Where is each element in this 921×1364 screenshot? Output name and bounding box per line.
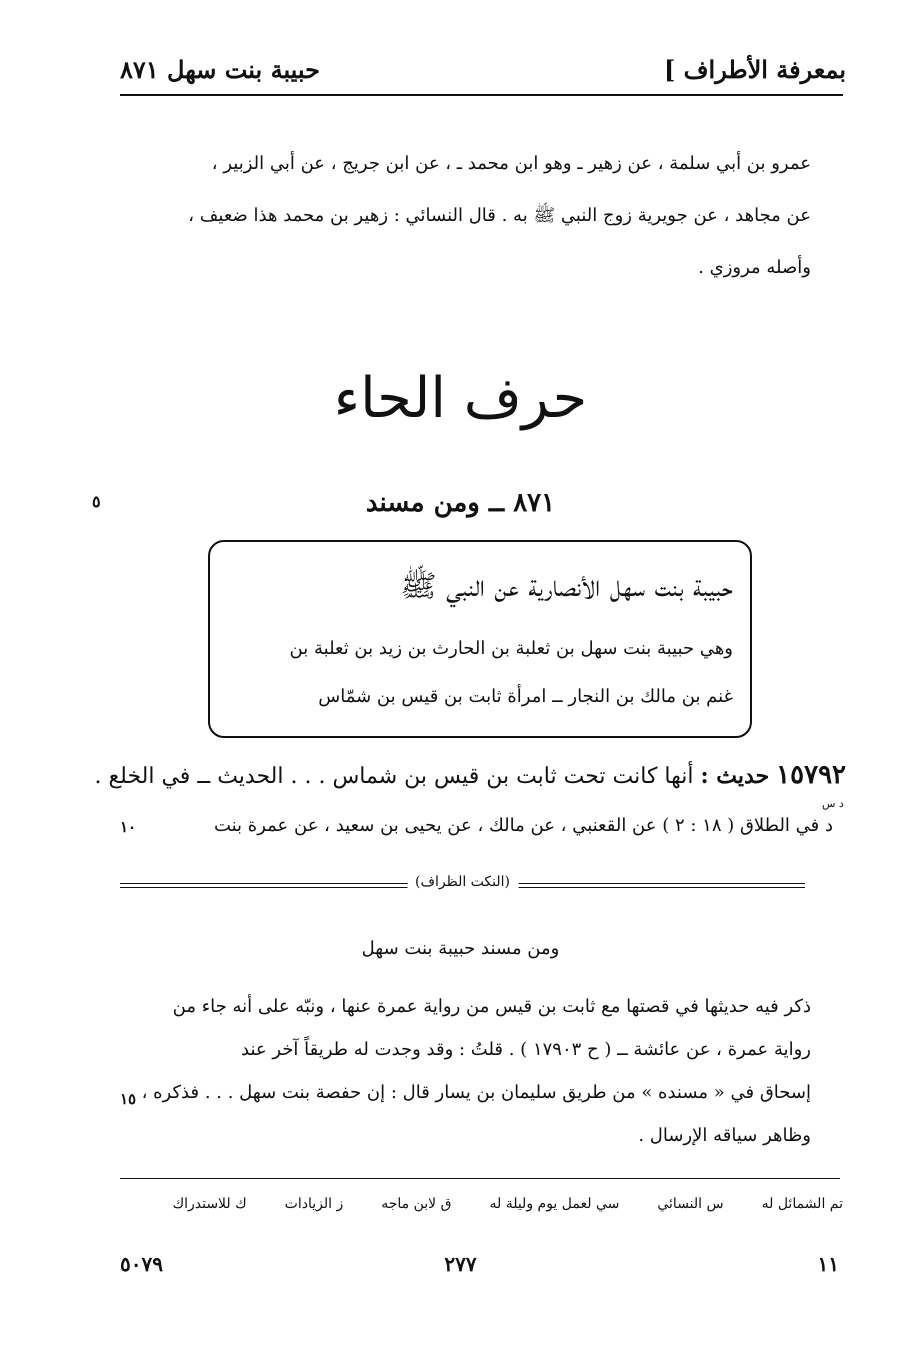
companion-lineage-line: غنم بن مالك بن النجار ــ امرأة ثابت بن قيس بن شمّاس <box>318 686 733 707</box>
legend-item: ق لابن ماجه <box>381 1196 452 1212</box>
intro-line: عن مجاهد ، عن جويرية زوج النبي ﷺ به . قال النسائي : زهير بن محمد هذا ضعيف ، <box>188 205 811 226</box>
nukat-line: إسحاق في « مسنده » من طريق سليمان بن يسار قال : إن حفصة بنت سهل . . . فذكره ، <box>141 1082 811 1103</box>
hadith-label: حديث : <box>700 763 770 789</box>
margin-line-number: ١٠ <box>120 818 137 836</box>
record-code: ٥٠٧٩ <box>120 1252 163 1276</box>
legend-item: ك للاستدراك <box>172 1196 247 1212</box>
legend-item: س النسائي <box>657 1196 724 1212</box>
intro-line: وأصله مروزي . <box>698 257 811 278</box>
nukat-subheading: ومن مسند حبيبة بنت سهل <box>361 938 560 959</box>
header-rule <box>120 94 843 96</box>
nukat-label: (النكت الظراف) <box>407 874 518 890</box>
footnote-rule <box>120 1178 840 1179</box>
hadith-text: أنها كانت تحت ثابت بن قيس بن شماس . . . الحديث ــ في الخلع . <box>94 764 694 789</box>
source-sigla: د س <box>822 797 844 810</box>
section-letter-title: حرف الحاء <box>333 366 588 431</box>
sigla-legend <box>173 1196 843 1212</box>
running-header-left: حبيبة بنت سهل ٨٧١ <box>120 55 321 84</box>
margin-line-number: ١٥ <box>120 1090 137 1108</box>
companion-lineage-line: وهي حبيبة بنت سهل بن ثعلبة بن الحارث بن زيد بن ثعلبة بن <box>289 638 733 659</box>
intro-line: عمرو بن أبي سلمة ، عن زهير ـ وهو ابن محمد ـ ، عن ابن جريج ، عن أبي الزبير ، <box>211 153 811 174</box>
legend-item: سي لعمل يوم وليلة له <box>489 1196 620 1212</box>
hadith-number: ١٥٧٩٢ <box>776 760 846 790</box>
margin-line-number: ٥ <box>92 492 101 511</box>
nukat-divider <box>120 874 805 894</box>
intro-paragraph <box>111 138 811 294</box>
nukat-line: رواية عمرة ، عن عائشة ــ ( ح ١٧٩٠٣ ) . قلتُ : وقد وجدت له طريقاً آخر عند <box>241 1039 811 1060</box>
legend-item: ز الزيادات <box>284 1196 344 1212</box>
companion-name: حبيبة بنت سهل الأنصارية عن النبي ﷺ <box>400 569 733 604</box>
page-number: ٢٧٧ <box>444 1252 477 1276</box>
musnad-heading: ٨٧١ ــ ومن مسند <box>365 488 556 518</box>
hadith-entry <box>94 760 846 790</box>
nukat-paragraph <box>121 985 811 1157</box>
hadith-chain: د في الطلاق ( ١٨ : ٢ ) عن القعنبي ، عن مالك ، عن يحيى بن سعيد ، عن عمرة بنت <box>213 815 833 836</box>
legend-item: تم الشمائل له <box>761 1196 843 1212</box>
nukat-line: وظاهر سياقه الإرسال . <box>638 1125 811 1146</box>
running-header-right: بمعرفة الأطراف ] <box>663 55 846 84</box>
volume-number: ١١ <box>817 1252 839 1276</box>
nukat-line: ذكر فيه حديثها في قصتها مع ثابت بن قيس من رواية عمرة عنها ، ونبّه على أنه جاء من <box>172 996 811 1017</box>
